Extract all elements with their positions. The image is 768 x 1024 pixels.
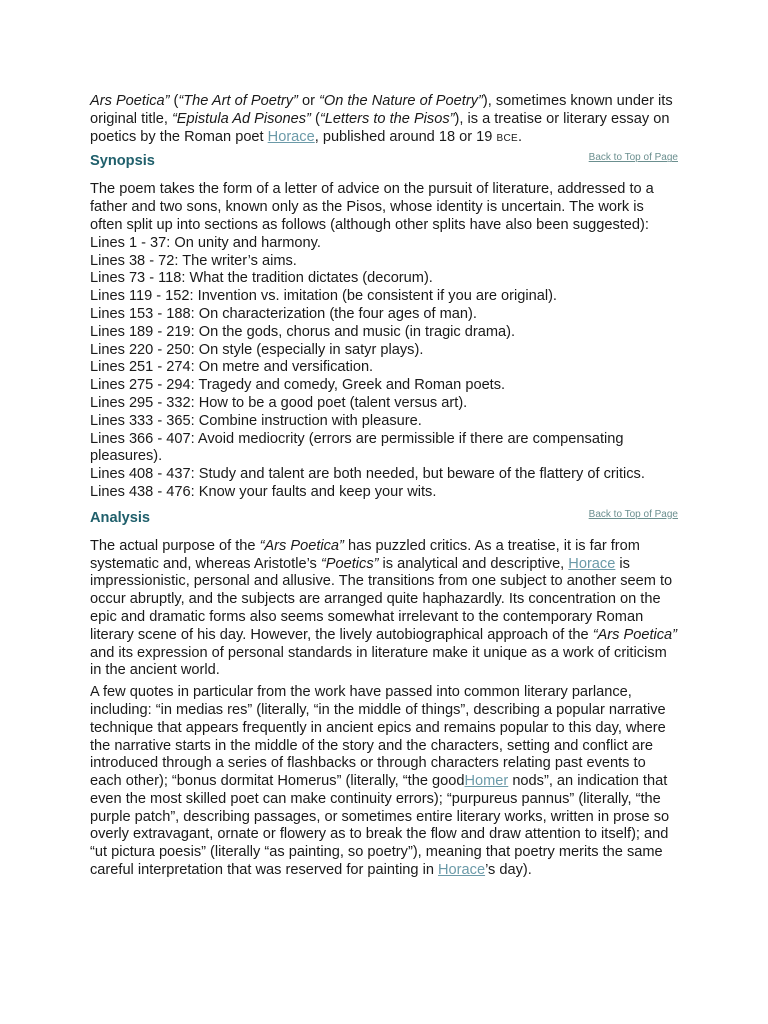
intro-text: (: [169, 93, 179, 109]
analysis-text: The actual purpose of the: [90, 537, 260, 554]
back-to-top-link[interactable]: Back to Top of Page: [588, 508, 678, 520]
synopsis-heading: Synopsis: [90, 153, 155, 170]
intro-text: , published around 18 or 19: [314, 128, 497, 145]
intro-text: ), sometimes known under its original title,: [90, 93, 673, 127]
title-ars-poetica: Ars Poetica”: [90, 93, 170, 109]
horace-link[interactable]: Horace: [438, 862, 486, 879]
title-ars-poetica: “Ars Poetica”: [592, 626, 678, 643]
title-art-of-poetry: “The Art of Poetry”: [178, 93, 298, 109]
title-letters-pisos: “Letters to the Pisos”: [319, 110, 455, 127]
title-nature-of-poetry: “On the Nature of Poetry”: [319, 93, 483, 109]
homer-link[interactable]: Homer: [464, 773, 509, 790]
analysis-text: has puzzled critics. As a treatise, it is far from systematic and, whereas Aristotle’s: [90, 537, 640, 572]
list-item: Lines 251 - 274: On metre and versification.: [90, 359, 374, 376]
list-item: Lines 408 - 437: Study and talent are both needed, but beware of the flattery of critics.: [90, 466, 645, 483]
synopsis-paragraph: The poem takes the form of a letter of advice on the pursuit of literature, addressed to a father and two sons, known only as the Pisos, whose identity is uncertain. The work is often split up into sections as follows (although other splits have also been suggested):: [90, 181, 654, 233]
intro-text: .: [517, 128, 522, 145]
era-label: BCE: [496, 132, 518, 144]
analysis-text: is analytical and descriptive,: [378, 555, 569, 572]
list-item: Lines 73 - 118: What the tradition dictates (decorum).: [90, 270, 433, 287]
title-epistula: “Epistula Ad Pisones”: [171, 110, 311, 127]
horace-link[interactable]: Horace: [267, 128, 315, 145]
analysis-heading: Analysis: [90, 509, 151, 526]
analysis-text: is impressionistic, personal and allusive. The transitions from one subject to another seem to occur abruptly, and the subjects are arranged quite haphazardly. Its concentration on the epic and dramatic forms also seems somewhat irrelevant to the contemporary Roman literary scene of his day. However, the lively autobiographical approach of the: [90, 555, 673, 643]
intro-text: (: [310, 110, 320, 127]
list-item: Lines 1 - 37: On unity and harmony.: [90, 234, 321, 251]
analysis-text: A few quotes in particular from the work have passed into common literary parlance, including: “in medias res” (literally, “in the middle of things”, describing a popular narrative technique that appears frequently in ancient epics and remains popular to this day, where the narrative starts in the middle of the story and the characters, setting and conflict are introduced through a series of flashbacks or through characters relating past events to each other); “bonus dormitat Homerus” (literally, “the good: [90, 684, 666, 790]
list-item: Lines 189 - 219: On the gods, chorus and music (in tragic drama).: [90, 323, 516, 340]
synopsis-header: [90, 149, 680, 170]
horace-link[interactable]: Horace: [568, 555, 616, 572]
list-item: Lines 153 - 188: On characterization (the four ages of man).: [90, 305, 477, 322]
analysis-paragraph-2: [90, 684, 680, 880]
analysis-header: [90, 506, 680, 524]
intro-text: ), is a treatise or literary essay on poetics by the Roman poet: [90, 110, 670, 145]
analysis-text: ’s day).: [485, 862, 532, 879]
back-to-top-link[interactable]: Back to Top of Page: [588, 152, 678, 164]
title-ars-poetica: “Ars Poetica”: [259, 537, 344, 554]
analysis-text: and its expression of personal standards in literature make it unique as a work of criticism in the ancient world.: [90, 644, 667, 679]
title-poetics: “Poetics”: [320, 555, 379, 572]
list-item: Lines 295 - 332: How to be a good poet (talent versus art).: [90, 394, 468, 411]
analysis-text: nods”, an indication that even the most skilled poet can make continuity errors); “purpureus pannus” (literally, “the purple patch”, describing passages, or sometimes entire literary works, written in prose so overly extravagant, ornate or flowery as to break the flow and draw attention to itself); and “ut pictura poesis” (literally “as painting, so poetry”), meaning that poetry merits the same careful interpretation that was reserved for painting in: [90, 773, 670, 879]
list-item: Lines 119 - 152: Invention vs. imitation (be consistent if you are original).: [90, 288, 557, 305]
list-item: Lines 333 - 365: Combine instruction with pleasure.: [90, 412, 422, 429]
sections-list: [90, 235, 680, 502]
intro-text: or: [297, 93, 319, 109]
intro-paragraph: [90, 93, 680, 147]
list-item: Lines 220 - 250: On style (especially in satyr plays).: [90, 341, 424, 358]
list-item: Lines 38 - 72: The writer’s aims.: [90, 252, 297, 269]
list-item: Lines 438 - 476: Know your faults and keep your wits.: [90, 483, 437, 500]
analysis-paragraph-1: [90, 538, 680, 680]
list-item: Lines 366 - 407: Avoid mediocrity (errors are permissible if there are compensating pleasures).: [90, 430, 624, 465]
document-page: [90, 93, 680, 880]
list-item: Lines 275 - 294: Tragedy and comedy, Greek and Roman poets.: [90, 377, 506, 394]
